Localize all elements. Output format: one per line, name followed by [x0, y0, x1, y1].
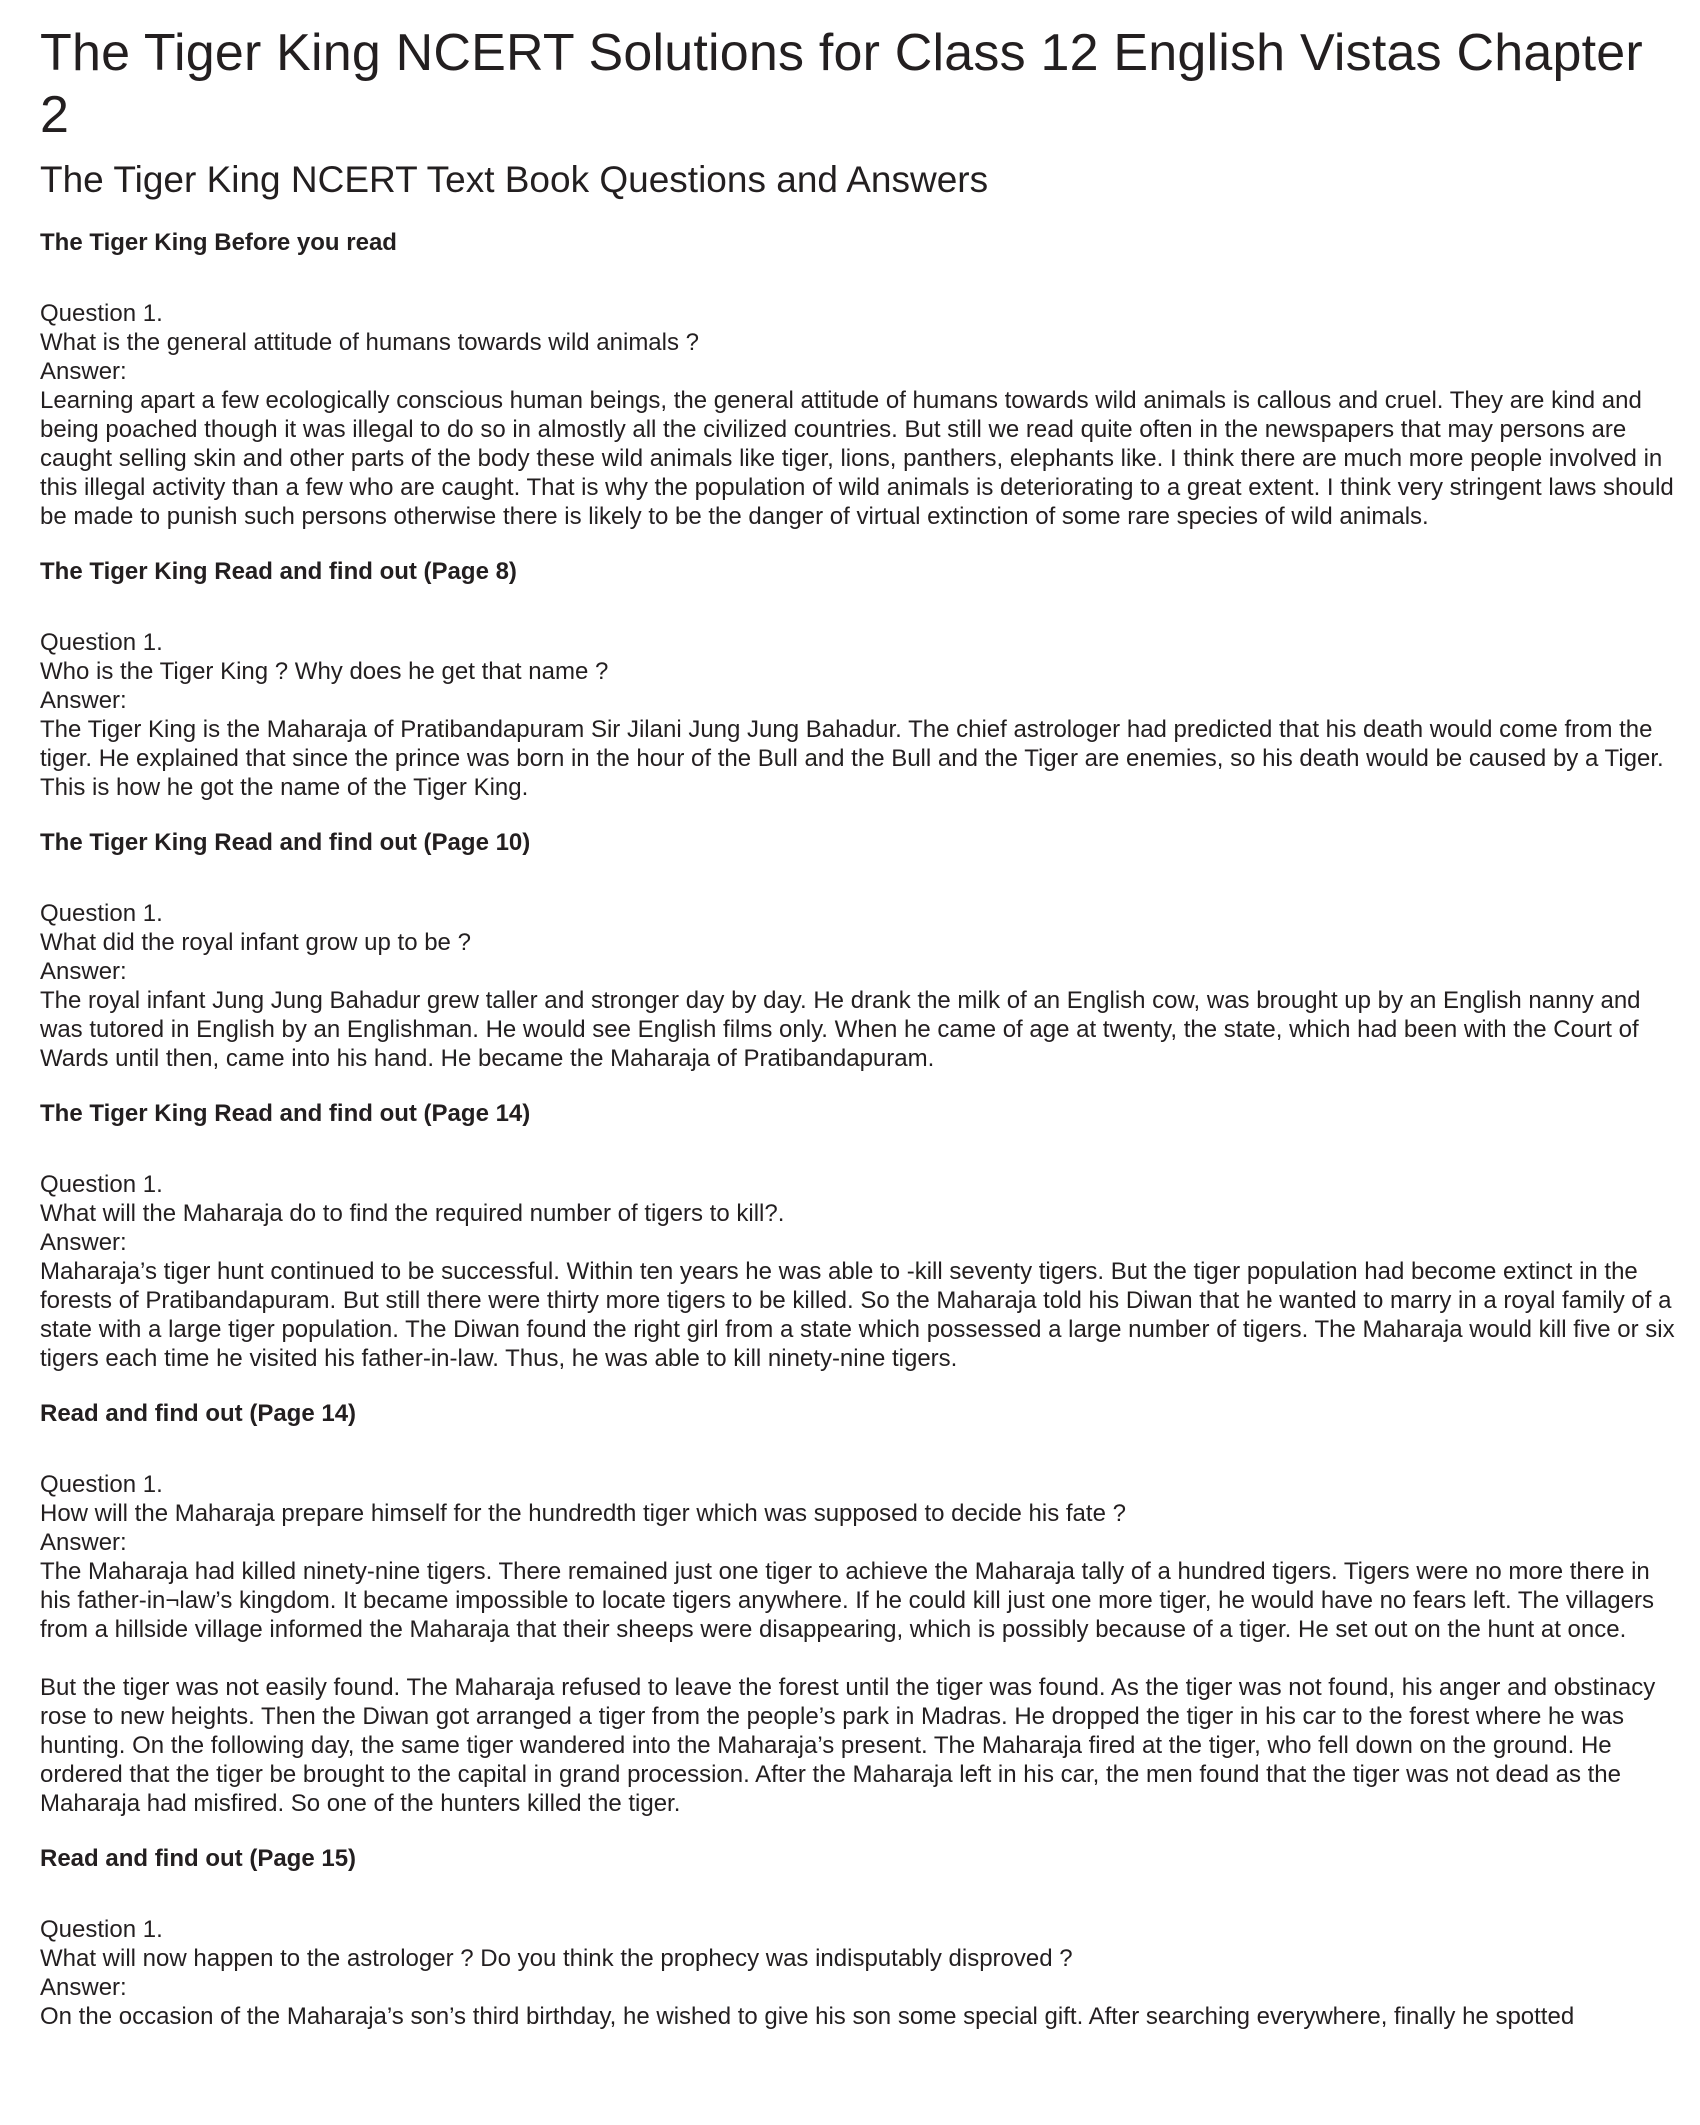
section-heading: Read and find out (Page 15) [40, 1845, 357, 1872]
answer-label: Answer: [40, 358, 127, 385]
answer-paragraph: Learning apart a few ecologically conscious human beings, the general attitude of humans towards wild animals is callous and cruel. They are kind and being poached though it was illegal to do so in almostly all the civilized countries. But still we read quite often in the newspapers that may persons are caught selling skin and other parts of the body these wild animals like tiger, lions, panthers, elephants like. I think there are much more people involved in this illegal activity than a few who are caught. That is why the population of wild animals is deteriorating to a great extent. I think very stringent laws should be made to punish such persons otherwise there is likely to be the danger of virtual extinction of some rare species of wild animals. [40, 387, 1674, 530]
qa-section [40, 1844, 1680, 2031]
answer-label: Answer: [40, 958, 127, 985]
question-label: Question 1. [40, 1171, 163, 1198]
qa-section [40, 828, 1680, 1073]
answer-paragraph: The Tiger King is the Maharaja of Pratibandapuram Sir Jilani Jung Jung Bahadur. The chief astrologer had predicted that his death would come from the tiger. He explained that since the prince was born in the hour of the Bull and the Bull and the Tiger are enemies, so his death would be caused by a Tiger. This is how he got the name of the Tiger King. [40, 716, 1664, 801]
question-text: What is the general attitude of humans towards wild animals ? [40, 329, 700, 356]
answer-label: Answer: [40, 1229, 127, 1256]
question-text: What will the Maharaja do to find the required number of tigers to kill?. [40, 1200, 785, 1227]
section-heading: Read and find out (Page 14) [40, 1400, 357, 1427]
question-text: What will now happen to the astrologer ? Do you think the prophecy was indisputably disproved ? [40, 1945, 1073, 1972]
section-heading: The Tiger King Read and find out (Page 14) [40, 1100, 531, 1127]
qa-section [40, 228, 1680, 531]
question-label: Question 1. [40, 900, 163, 927]
answer-label: Answer: [40, 1529, 127, 1556]
answer-paragraph: The royal infant Jung Jung Bahadur grew taller and stronger day by day. He drank the milk of an English cow, was brought up by an English nanny and was tutored in English by an Englishman. He would see English films only. When he came of age at twenty, the state, which had been with the Court of Wards until then, came into his hand. He became the Maharaja of Pratibandapuram. [40, 987, 1641, 1072]
qa-section [40, 1099, 1680, 1373]
question-label: Question 1. [40, 1916, 163, 1943]
answer-paragraph: On the occasion of the Maharaja’s son’s third birthday, he wished to give his son some special gift. After searching everywhere, finally he spotted [40, 2003, 1575, 2030]
page-title: The Tiger King NCERT Solutions for Class 12 English Vistas Chapter 2 [40, 24, 1643, 144]
question-text: What did the royal infant grow up to be ? [40, 929, 471, 956]
qa-section [40, 1399, 1680, 1818]
question-text: Who is the Tiger King ? Why does he get that name ? [40, 658, 609, 685]
answer-paragraph: But the tiger was not easily found. The Maharaja refused to leave the forest until the tiger was found. As the tiger was not found, his anger and obstinacy rose to new heights. Then the Diwan got arranged a tiger from the people’s park in Madras. He dropped the tiger in his car to the forest where he was hunting. On the following day, the same tiger wandered into the Maharaja’s present. The Maharaja fired at the tiger, who fell down on the ground. He ordered that the tiger be brought to the capital in grand procession. After the Maharaja left in his car, the men found that the tiger was not dead as the Maharaja had misfired. So one of the hunters killed the tiger. [40, 1674, 1656, 1817]
question-text: How will the Maharaja prepare himself for the hundredth tiger which was supposed to decide his fate ? [40, 1500, 1126, 1527]
answer-paragraph: Maharaja’s tiger hunt continued to be successful. Within ten years he was able to -kill seventy tigers. But the tiger population had become extinct in the forests of Pratibandapuram. But still there were thirty more tigers to be killed. So the Maharaja told his Diwan that he wanted to marry in a royal family of a state with a large tiger population. The Diwan found the right girl from a state which possessed a large number of tigers. The Maharaja would kill five or six tigers each time he visited his father-in-law. Thus, he was able to kill ninety-nine tigers. [40, 1258, 1675, 1372]
section-heading: The Tiger King Before you read [40, 229, 397, 256]
answer-label: Answer: [40, 687, 127, 714]
section-heading: The Tiger King Read and find out (Page 10) [40, 829, 531, 856]
document-page [40, 22, 1680, 2031]
question-label: Question 1. [40, 629, 163, 656]
page-subtitle: The Tiger King NCERT Text Book Questions and Answers [40, 159, 989, 200]
answer-paragraph: The Maharaja had killed ninety-nine tigers. There remained just one tiger to achieve the Maharaja tally of a hundred tigers. Tigers were no more there in his father-in¬law’s kingdom. It became impossible to locate tigers anywhere. If he could kill just one more tiger, he would have no fears left. The villagers from a hillside village informed the Maharaja that their sheeps were disappearing, which is possibly because of a tiger. He set out on the hunt at once. [40, 1558, 1654, 1643]
qa-sections [40, 228, 1680, 2031]
answer-label: Answer: [40, 1974, 127, 2001]
question-label: Question 1. [40, 1471, 163, 1498]
section-heading: The Tiger King Read and find out (Page 8) [40, 558, 517, 585]
question-label: Question 1. [40, 300, 163, 327]
qa-section [40, 557, 1680, 802]
